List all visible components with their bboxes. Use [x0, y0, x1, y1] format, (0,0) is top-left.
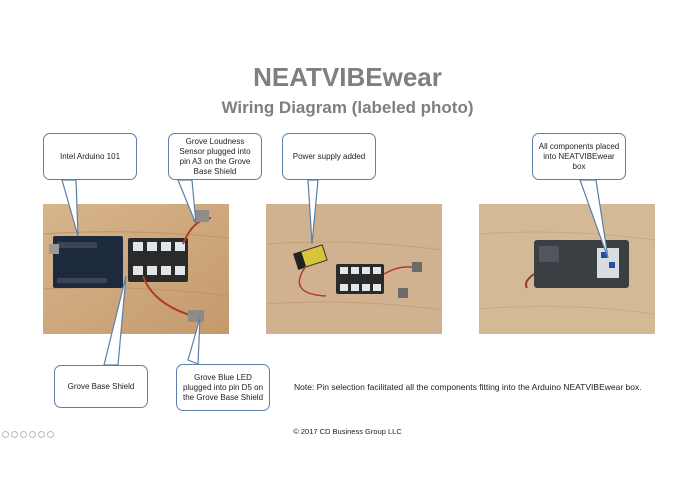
photo-power-supply — [266, 204, 442, 334]
callout-power-supply: Power supply added — [282, 133, 376, 180]
photo-neatvibewear-box — [479, 204, 655, 334]
photo-arduino-setup — [43, 204, 229, 334]
callout-base-shield: Grove Base Shield — [54, 365, 148, 408]
next-icon[interactable] — [11, 431, 18, 438]
callout-blue-led: Grove Blue LED plugged into pin D5 on the Grove Base Shield — [176, 364, 270, 411]
viewer-controls — [2, 431, 54, 438]
zoom-icon[interactable] — [38, 431, 45, 438]
copyright-text: © 2017 CD Business Group LLC — [293, 427, 402, 436]
pen-icon[interactable] — [20, 431, 27, 438]
page-title: NEATVIBEwear — [253, 62, 442, 92]
callout-loudness-sensor: Grove Loudness Sensor plugged into pin A3 on the Grove Base Shield — [168, 133, 262, 180]
grid-icon[interactable] — [29, 431, 36, 438]
callout-intel-arduino: Intel Arduino 101 — [43, 133, 137, 180]
prev-icon[interactable] — [2, 431, 9, 438]
more-icon[interactable] — [47, 431, 54, 438]
callout-components-box: All components placed into NEATVIBEwear box — [532, 133, 626, 180]
page-subtitle: Wiring Diagram (labeled photo) — [221, 98, 474, 117]
wiring-note: Note: Pin selection facilitated all the components fitting into the Arduino NEATVIBEwear box. — [294, 382, 642, 392]
